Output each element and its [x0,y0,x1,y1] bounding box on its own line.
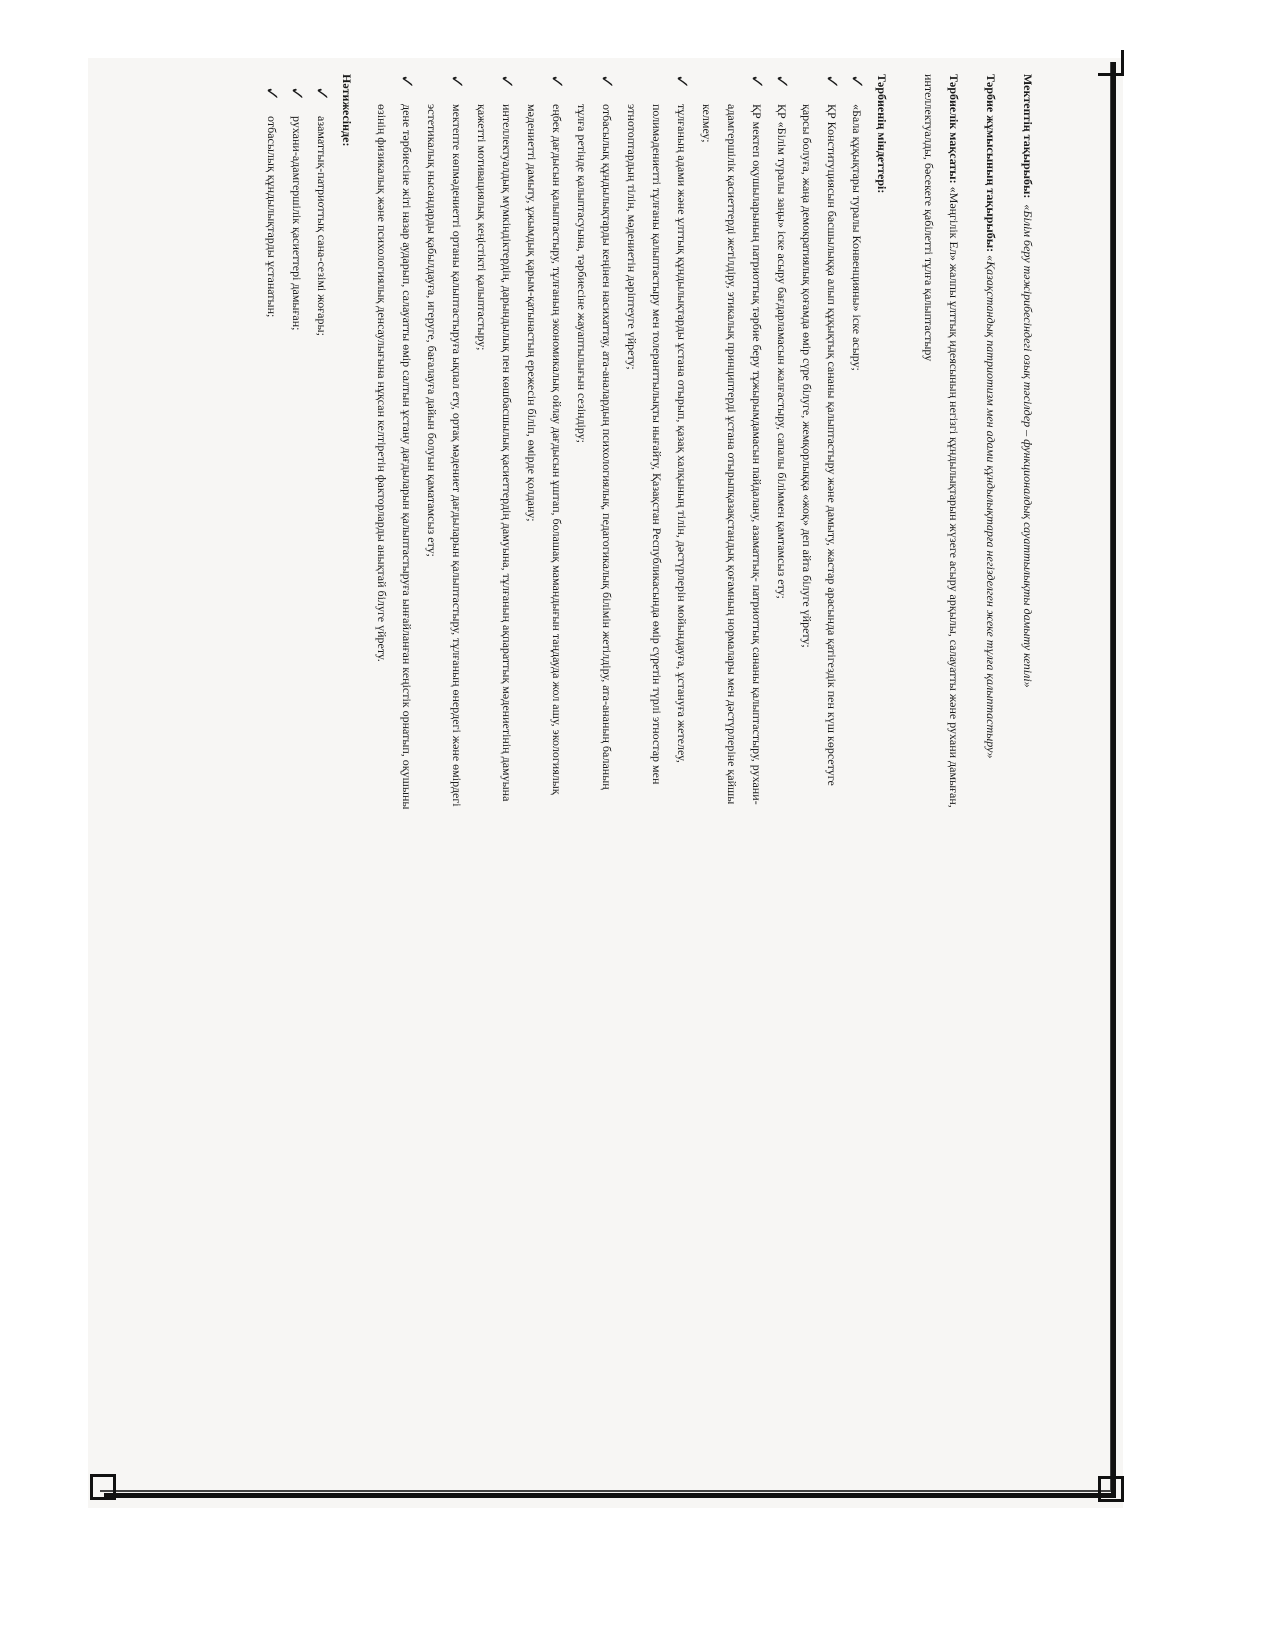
checkmark-icon: ✓ [822,74,842,90]
checkmark-icon: ✓ [312,86,332,102]
checkmark-icon: ✓ [547,74,567,90]
school-topic: Мектептің тақырыбы: «Білім беру тәжірибесіндегі озық тәсілдер – функционалдық сауаттылықты дамыту кепілі» [1021,74,1035,688]
task-item [444,74,469,1494]
tasks-list [369,74,869,1494]
checkmark-icon: ✓ [262,86,282,102]
task-item-continuation [794,74,819,1494]
task-item [819,74,844,1494]
task-item-text: өзінің физикалық және психологиялық денсаулығына нұқсан келтіретін факторларды анықтай білуге үйрету. [375,104,389,662]
task-item-text: қажетті мотивациялық кеңістікті қалыптастыру; [475,104,489,351]
task-item-continuation [619,74,644,1494]
indent-spacer [569,74,594,104]
task-item [594,74,619,1494]
task-item-text: эстетикалық нысандарды қабылдауға, игеруге, бағалауға дайын болуын қаматамсыз ету; [425,104,439,557]
result-item [259,74,284,1494]
border-corner-ornament [1098,50,1124,76]
task-item [394,74,419,1494]
task-item [494,74,519,1494]
task-item-text: қарсы болуға, жаңа демократиялық қоғамда өмір сүре білуге, жемқорлыққа «жоқ» деп айта білуге үйрету; [800,104,814,648]
indent-spacer [419,74,444,104]
task-item-text: ҚР мектеп оқушыларының патриоттық тәрбие беру тұжырымдамасын пайдалану, азаматтық- патриоттық сананы қалыптастыру, рухани- [750,104,764,805]
task-item [744,74,769,1494]
task-item-continuation [369,74,394,1494]
results-title: Нәтижесінде: [340,74,354,147]
checkmark-icon: ✓ [772,74,792,90]
indent-spacer [519,74,544,104]
tasks-title: Тәрбиенің міндеттері: [875,74,889,194]
task-item [544,74,569,1494]
task-item-text: еңбек дағдысын қалыптастыру, тұлғаның экономикалық ойлау дағдысын ұштап, болашақ мамандығын таңдауда жол ашу, экологиялық [550,104,564,795]
checkmark-icon: ✓ [597,74,617,90]
indent-spacer [619,74,644,104]
task-item-text: тұлғаның адами және ұлттық құндылықтарды ұстана отырып, қазақ халқының тілін, дәстүрлерін мойындауға, ұстануға жетелеу, [675,104,689,763]
upbringing-topic: Тәрбие жұмысының тақырыбы: «Қазақстандық патриотизм мен адами құндылықтарға негізделген жеке тұлға қалыптастыру» [984,74,998,759]
task-item [669,74,694,1494]
checkmark-icon: ✓ [672,74,692,90]
indent-spacer [644,74,669,104]
task-item-text: тұлға ретінде қалыптасуына, тәрбиесіне жауаптылығын сезіндіру; [575,104,589,443]
result-item-text: азаматтық-патриоттық сана-сезімі жоғары; [315,116,329,336]
task-item-text: мектепте көпмәдениетті ортаны қалыптастыруға ықпал ету, ортақ мәдениет дағдыларын қалыптастыру, тұлғаның өнердегі және өмірдегі [450,104,464,807]
checkmark-icon: ✓ [497,74,517,90]
indent-spacer [794,74,819,104]
indent-spacer [369,74,394,104]
task-item-text: ҚР Конституциясын басшылыққа алып құқықтық сананы қалыптастыру және дамыту, жастар арасында қатігездік пен күш көрсетуге [825,104,839,786]
checkmark-icon: ✓ [397,74,417,90]
result-item-text: рухани-адамгершілік қасиеттері дамыған; [290,116,304,331]
task-item-continuation [419,74,444,1494]
task-item-text: мәдениетті дамыту, ұжымдық қарым-қатынастың ережесін біліп, өмірде қолдану; [525,104,539,522]
task-item-text: отбасылық құндылықтарды кеңінен насихаттау, ата-аналардың психологиялық, педагогикалық білімін жетілдіру, ата-ананың баланың [600,104,614,790]
task-item-continuation [469,74,494,1494]
task-item-continuation [644,74,669,1494]
border-corner-ornament [1098,1476,1124,1502]
task-item-text: дене тәрбиесіне жіті назар аударып, салауатты өмір салтын ұстану дағдыларын қалыптастыруға ынғайланған кеңістік орнатып, оқушыны [400,104,414,810]
indent-spacer [469,74,494,104]
task-item-text: этнотоптардың тілін, мәдениетін дәріптеуге үйрету; [625,104,639,370]
task-item-text: адамгершілік қасиеттерді жетілдіру, этикалық принциптерді ұстана отырыпқазақстандық қоғамның нормалары мен дәстүрлеріне қайшы [725,104,739,805]
result-item-text: отбасылық құндылықтарды ұстанатын; [265,116,279,318]
rotated-document-content [140,74,1040,1494]
checkmark-icon: ✓ [847,74,867,90]
indent-spacer [719,74,744,104]
task-item-text: «Бала құқықтары туралы Конвенцияны» іске асыру; [850,104,864,371]
result-item [284,74,309,1494]
upbringing-goal-cont: интеллектуалды, бәсекеге қабілетті тұлға қалыптастыру [922,74,936,362]
task-item [844,74,869,1494]
task-item-continuation [569,74,594,1494]
result-item [309,74,334,1494]
task-item-continuation [719,74,744,1494]
results-list [259,74,334,1494]
border-corner-ornament [90,1474,116,1500]
task-item-text: келмеу; [700,104,714,143]
indent-spacer [694,74,719,104]
task-item-text: полимәдениетті тұлғаны қалыптастыру мен толеранттылықты нығайту, Қазақстан Республикасында өмір сүретін түрлі этностар мен [650,104,664,785]
task-item-text: интеллектуалдық мүмкіндіктердің, дарындылық пен көшбасшылық қасиеттердің дамуына, тұлғаның ақпараттық мәдениетінің дамуына [500,104,514,802]
task-item [769,74,794,1494]
checkmark-icon: ✓ [447,74,467,90]
upbringing-goal: Тәрбиелік мақсаты: «Мәңгілік Ел» жалпы ұлттық идеясының негізгі құндылықтарын жүзеге асыру арқылы, салауатты және рухани дамыған, [947,74,961,808]
task-item-continuation [694,74,719,1494]
task-item-continuation [519,74,544,1494]
checkmark-icon: ✓ [287,86,307,102]
task-item-text: ҚР «Білім туралы заңы» іске асыру бағдарламасын жалғастыру, сапалы біліммен қамтамсыз ету; [775,104,789,599]
checkmark-icon: ✓ [747,74,767,90]
